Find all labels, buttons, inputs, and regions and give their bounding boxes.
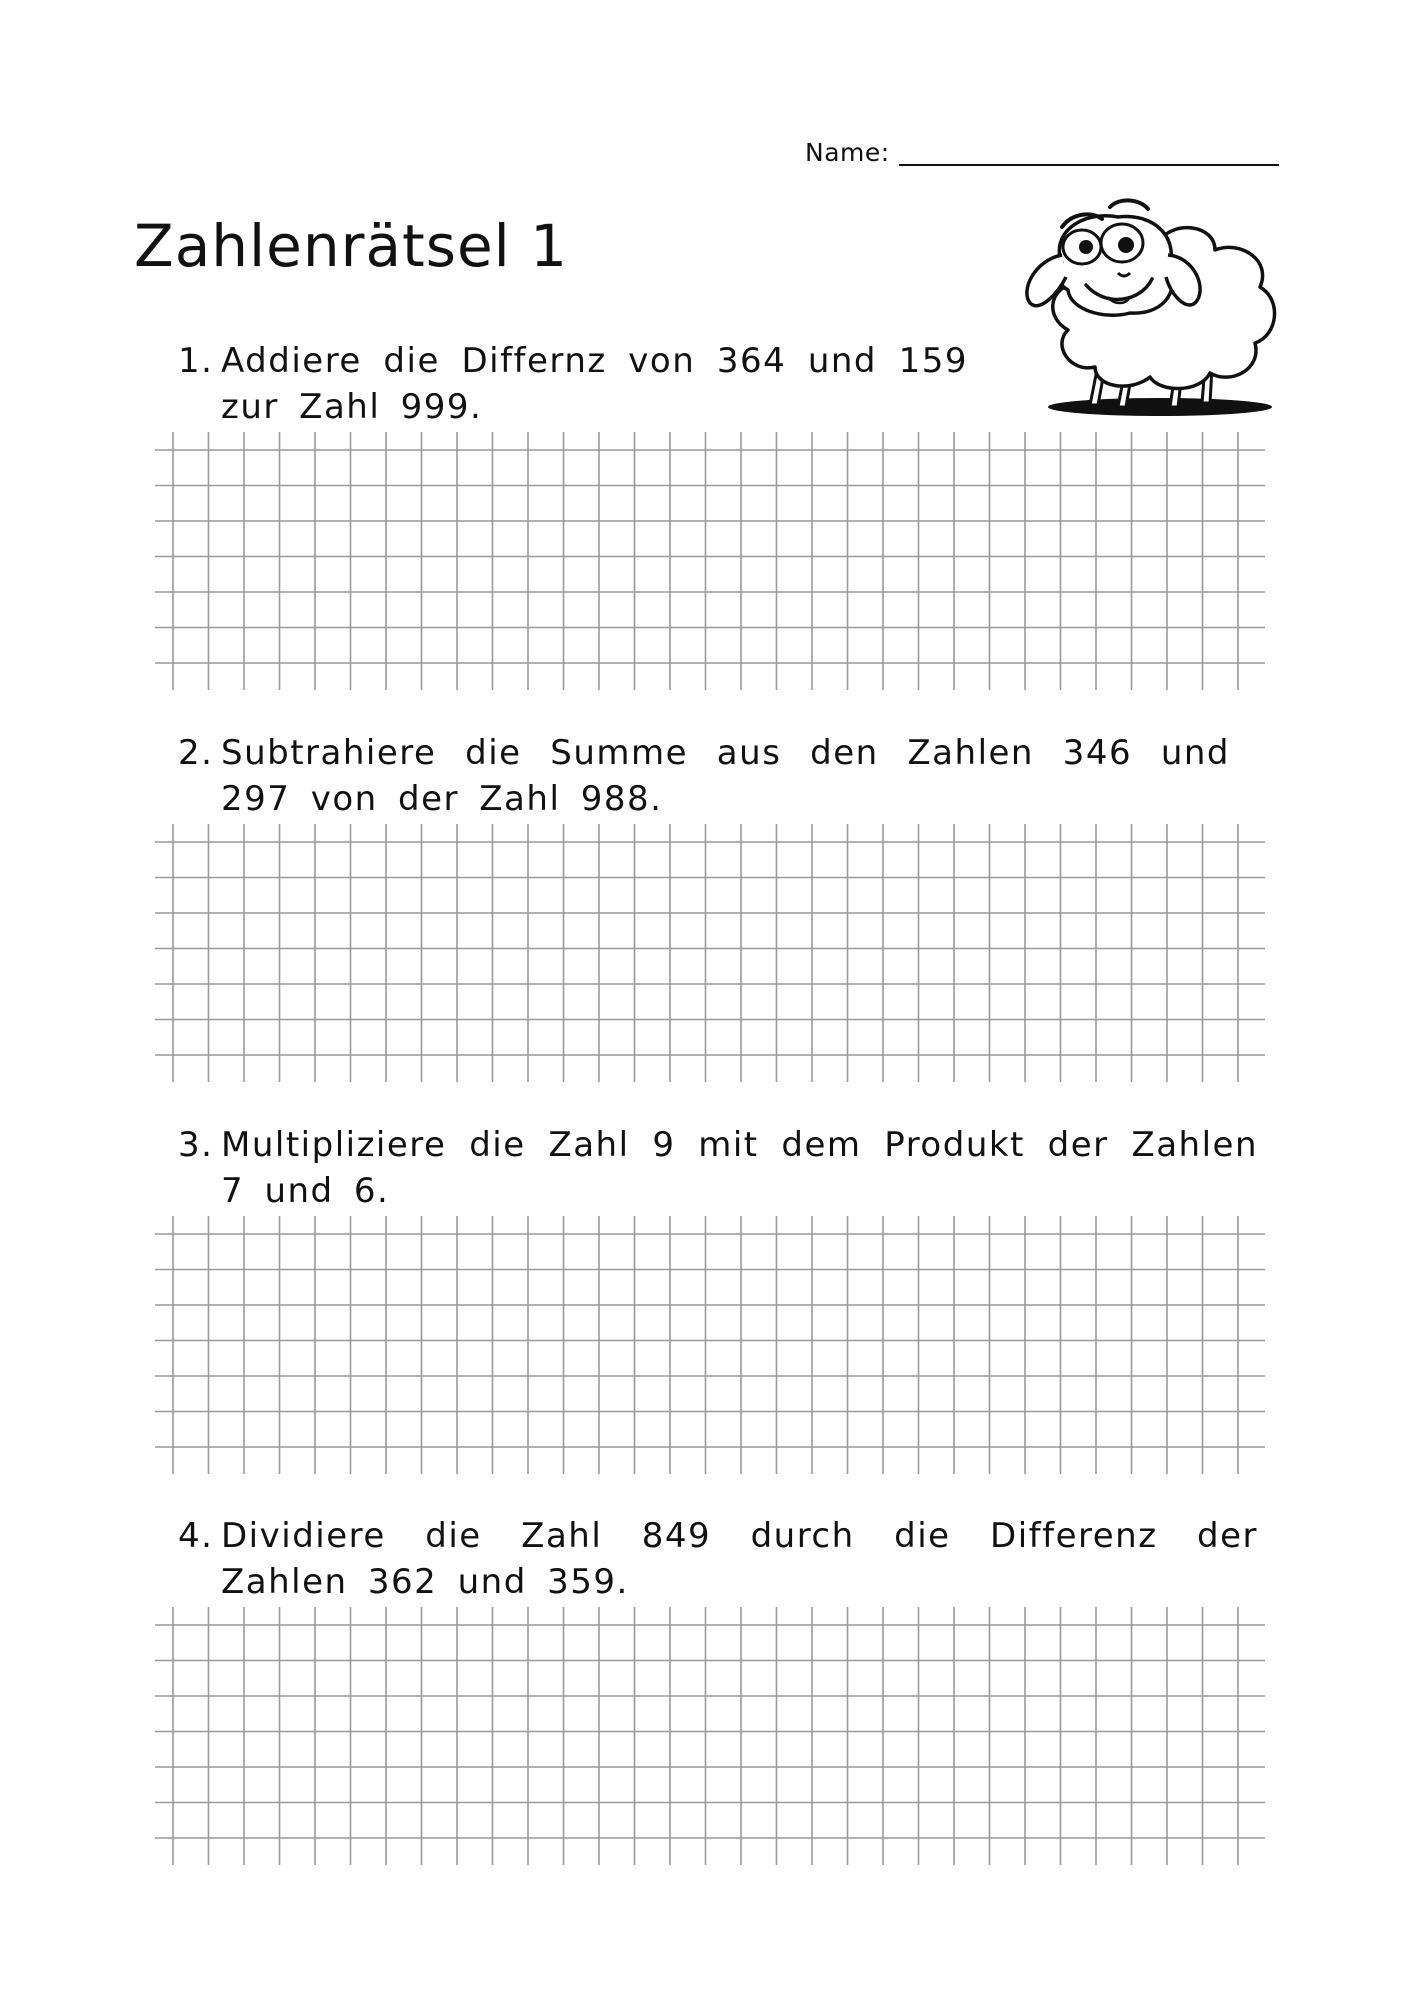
- answer-grid-2[interactable]: [155, 824, 1265, 1082]
- task-3: [178, 1122, 1258, 1214]
- task-number: 2.: [178, 733, 214, 773]
- task-number: 3.: [178, 1125, 214, 1165]
- task-number: 1.: [178, 341, 214, 381]
- name-field: [805, 134, 1285, 174]
- sheep-icon: [1010, 195, 1285, 420]
- task-text: Subtrahiere die Summe aus den Zahlen 346 und 297 von der Zahl 988.: [221, 733, 1230, 819]
- name-label: Name:: [805, 138, 890, 167]
- answer-grid-4[interactable]: [155, 1607, 1265, 1865]
- name-input-line[interactable]: [899, 164, 1279, 166]
- answer-grid-1[interactable]: [155, 432, 1265, 690]
- answer-grid-3[interactable]: [155, 1216, 1265, 1474]
- task-text: Multipliziere die Zahl 9 mit dem Produkt der Zahlen 7 und 6.: [221, 1125, 1258, 1211]
- task-number: 4.: [178, 1516, 214, 1556]
- task-text: Dividiere die Zahl 849 durch die Differenz der Zahlen 362 und 359.: [221, 1516, 1258, 1602]
- worksheet-title: Zahlenrätsel 1: [134, 212, 569, 280]
- task-1: [178, 338, 968, 430]
- task-4: [178, 1513, 1258, 1605]
- task-text: Addiere die Differnz von 364 und 159 zur Zahl 999.: [221, 341, 968, 427]
- task-2: [178, 730, 1230, 822]
